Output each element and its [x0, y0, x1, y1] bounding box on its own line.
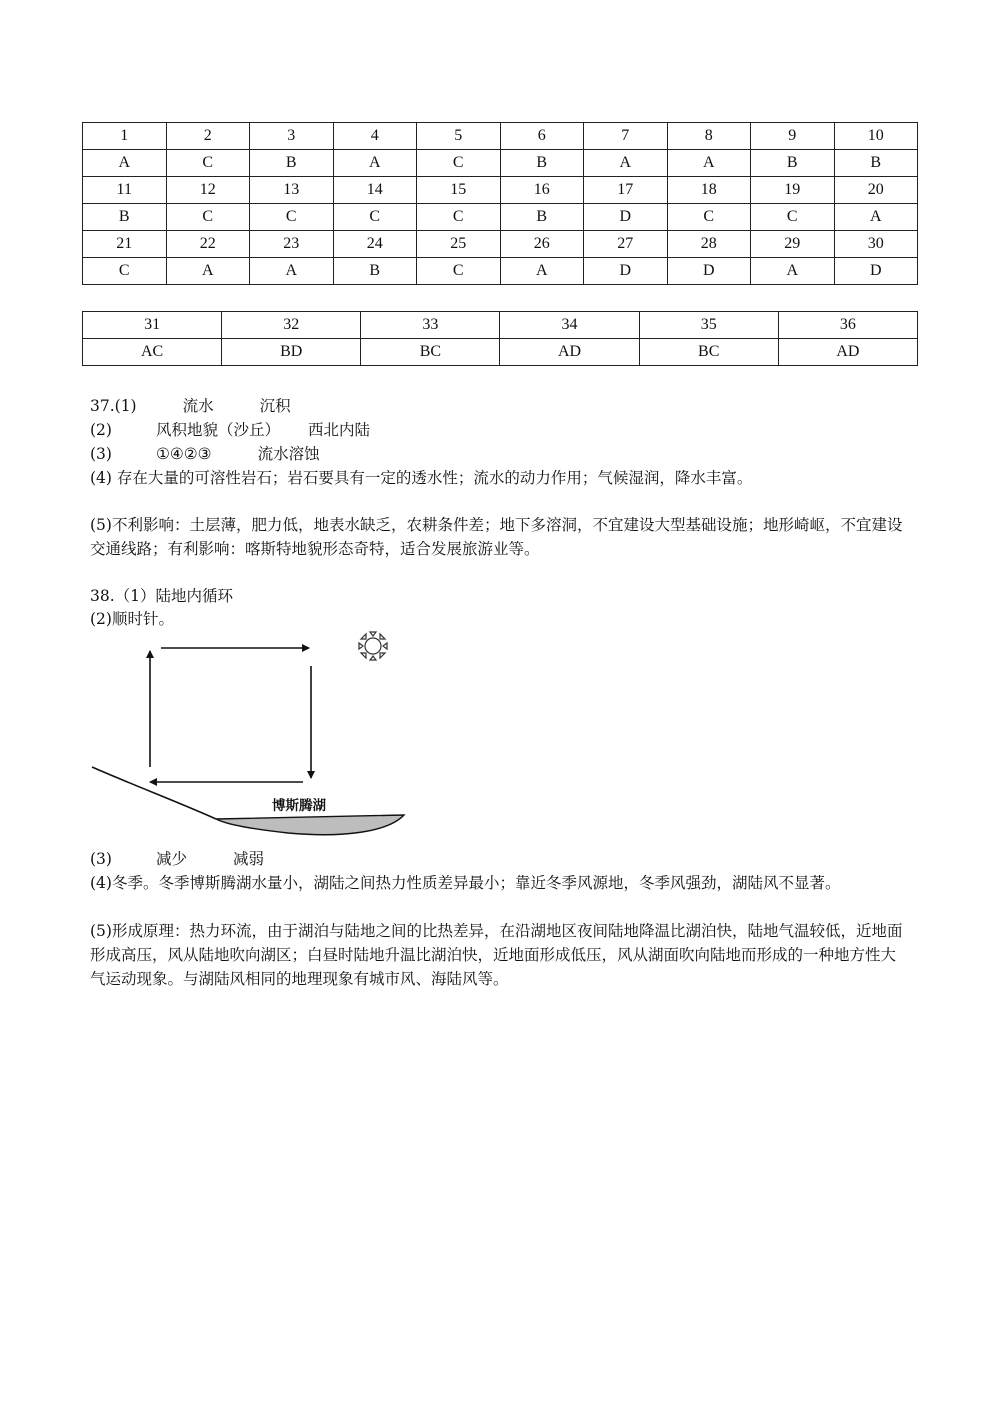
q37-part1-label: 37.(1): [90, 397, 137, 415]
question-number-cell: 25: [417, 231, 501, 258]
sun-icon: [359, 632, 387, 660]
answer-cell: C: [333, 204, 417, 231]
q38-part4: (4)冬季。冬季博斯腾湖水量小，湖陆之间热力性质差异最小；靠近冬季风源地，冬季风强劲，湖陆风不显著。: [90, 874, 841, 892]
answer-table-2-body: [83, 312, 918, 366]
q37-part5: (5)不利影响：土层薄，肥力低，地表水缺乏，农耕条件差；地下多溶洞，不宜建设大型基础设施；地形崎岖，不宜建设交通线路；有利影响：喀斯特地貌形态奇特，适合发展旅游业等。: [90, 516, 903, 558]
question-number-cell: 19: [751, 177, 835, 204]
answer-cell: A: [166, 258, 250, 285]
q37-part2-answer-a: 风积地貌（沙丘）: [156, 421, 281, 439]
lake-breeze-circulation-diagram: [88, 622, 418, 837]
question-number-row: [83, 177, 918, 204]
question-number-cell: 30: [834, 231, 918, 258]
answer-cell: B: [751, 150, 835, 177]
q37-part2-answer-b: 西北内陆: [308, 421, 371, 439]
answer-cell: BC: [361, 339, 500, 366]
answer-cell: C: [250, 204, 334, 231]
q37-part3-answer-a: ①④②③: [156, 445, 212, 463]
answer-cell: D: [584, 204, 668, 231]
answer-cell: A: [333, 150, 417, 177]
answer-table-31-36: [82, 311, 918, 366]
answer-cell: A: [250, 258, 334, 285]
question-number-cell: 34: [500, 312, 639, 339]
answer-cell: B: [333, 258, 417, 285]
lake-water-shape: [216, 815, 404, 835]
question-number-cell: 14: [333, 177, 417, 204]
q38-part2: (2)顺时针。: [90, 610, 174, 628]
answer-row: [83, 258, 918, 285]
question-number-cell: 31: [83, 312, 222, 339]
question-number-cell: 36: [778, 312, 917, 339]
q37-part1-answer-b: 沉积: [259, 397, 291, 415]
answer-cell: BD: [222, 339, 361, 366]
question-number-cell: 23: [250, 231, 334, 258]
answer-cell: A: [83, 150, 167, 177]
question-number-cell: 8: [667, 123, 751, 150]
q37-part1: [90, 394, 291, 418]
question-number-cell: 21: [83, 231, 167, 258]
question-number-cell: 1: [83, 123, 167, 150]
answer-cell: BC: [639, 339, 778, 366]
question-number-cell: 26: [500, 231, 584, 258]
q38-part3-label: (3): [90, 850, 112, 868]
answer-cell: A: [667, 150, 751, 177]
answer-cell: D: [834, 258, 918, 285]
question-number-cell: 16: [500, 177, 584, 204]
answer-cell: C: [166, 150, 250, 177]
answer-cell: AC: [83, 339, 222, 366]
answer-cell: B: [500, 150, 584, 177]
q37-part2-label: (2): [90, 421, 112, 439]
answer-row: [83, 204, 918, 231]
answer-row: [83, 339, 918, 366]
question-number-cell: 35: [639, 312, 778, 339]
answer-cell: AD: [500, 339, 639, 366]
q37-part2: [90, 418, 370, 442]
answer-cell: C: [83, 258, 167, 285]
question-number-cell: 7: [584, 123, 668, 150]
answer-cell: B: [250, 150, 334, 177]
question-number-cell: 6: [500, 123, 584, 150]
question-number-cell: 28: [667, 231, 751, 258]
answer-table-1-body: [83, 123, 918, 285]
question-number-cell: 12: [166, 177, 250, 204]
answer-cell: A: [751, 258, 835, 285]
q37-part3: [90, 442, 320, 466]
question-number-cell: 32: [222, 312, 361, 339]
q38-part3: [90, 847, 264, 871]
answer-cell: B: [834, 150, 918, 177]
lake-label: 博斯腾湖: [272, 798, 326, 814]
question-number-row: [83, 123, 918, 150]
answer-cell: A: [834, 204, 918, 231]
question-number-cell: 9: [751, 123, 835, 150]
answer-cell: C: [417, 150, 501, 177]
question-number-cell: 10: [834, 123, 918, 150]
answer-cell: B: [83, 204, 167, 231]
answer-cell: AD: [778, 339, 917, 366]
question-number-cell: 22: [166, 231, 250, 258]
q38-part3-answer-a: 减少: [156, 850, 188, 868]
q38-part3-answer-b: 减弱: [233, 850, 265, 868]
answer-cell: D: [584, 258, 668, 285]
answer-table-1-30: [82, 122, 918, 285]
ground-slope-line: [92, 767, 216, 819]
question-number-row: [83, 312, 918, 339]
question-number-cell: 5: [417, 123, 501, 150]
answer-cell: C: [417, 258, 501, 285]
answer-cell: C: [751, 204, 835, 231]
question-number-cell: 24: [333, 231, 417, 258]
question-number-row: [83, 231, 918, 258]
question-number-cell: 17: [584, 177, 668, 204]
q37-part3-label: (3): [90, 445, 112, 463]
answer-row: [83, 150, 918, 177]
question-number-cell: 29: [751, 231, 835, 258]
answer-cell: B: [500, 204, 584, 231]
answer-cell: A: [500, 258, 584, 285]
answer-cell: C: [417, 204, 501, 231]
question-number-cell: 4: [333, 123, 417, 150]
answer-cell: A: [584, 150, 668, 177]
q37-part3-answer-b: 流水溶蚀: [257, 445, 320, 463]
question-number-cell: 33: [361, 312, 500, 339]
answer-cell: C: [166, 204, 250, 231]
question-number-cell: 3: [250, 123, 334, 150]
question-number-cell: 13: [250, 177, 334, 204]
question-number-cell: 2: [166, 123, 250, 150]
question-number-cell: 11: [83, 177, 167, 204]
q37-part4: (4) 存在大量的可溶性岩石；岩石要具有一定的透水性；流水的动力作用；气候湿润，降水丰富。: [90, 469, 753, 487]
q38-part1: 38.（1）陆地内循环: [90, 587, 234, 605]
question-number-cell: 18: [667, 177, 751, 204]
question-number-cell: 27: [584, 231, 668, 258]
q38-part5: (5)形成原理：热力环流，由于湖泊与陆地之间的比热差异，在沿湖地区夜间陆地降温比湖泊快，陆地气温较低，近地面形成高压，风从陆地吹向湖区；白昼时陆地升温比湖泊快，近地面形成低压，风从湖面吹向陆地而形成的一种地方性大气运动现象。与湖陆风相同的地理现象有城市风、海陆风等。: [90, 922, 903, 988]
question-number-cell: 20: [834, 177, 918, 204]
answer-cell: C: [667, 204, 751, 231]
question-number-cell: 15: [417, 177, 501, 204]
q37-part1-answer-a: 流水: [182, 397, 214, 415]
answer-cell: D: [667, 258, 751, 285]
